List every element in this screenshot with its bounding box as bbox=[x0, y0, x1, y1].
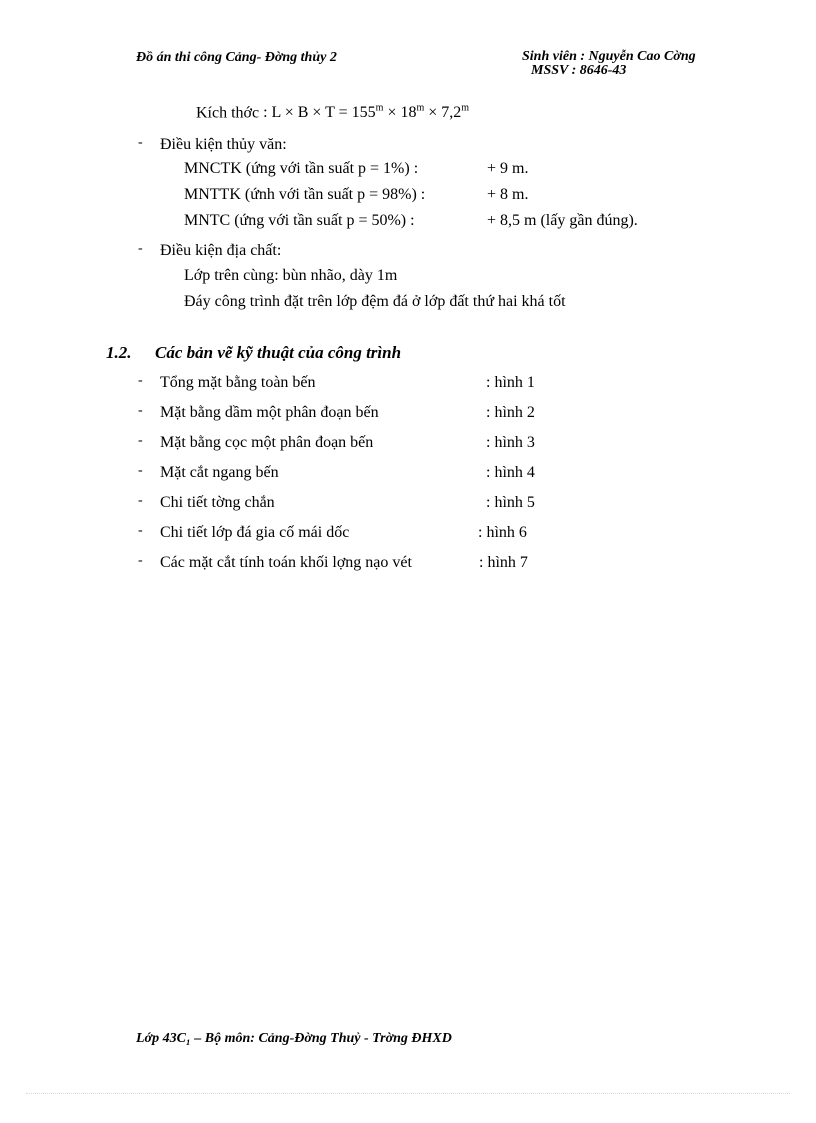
drawing-ref: : hình 3 bbox=[486, 434, 535, 451]
drawing-ref: : hình 5 bbox=[486, 494, 535, 511]
drawing-name: Chi tiết tờng chắn bbox=[160, 494, 275, 511]
section-title: Các bản vẽ kỹ thuật của công trình bbox=[155, 343, 402, 362]
section-number: 1.2. bbox=[106, 343, 132, 362]
hydro-row-value: + 8 m. bbox=[487, 186, 529, 203]
hydro-title: Điều kiện thủy văn: bbox=[160, 136, 287, 153]
dimensions-formula: : $L \times B \times T = 155^m \times 18^m \times 7,2^m$ bbox=[263, 103, 470, 122]
geology-line: Lớp trên cùng: bùn nhão, dày 1m bbox=[184, 267, 398, 284]
geology-title: Điều kiện địa chất: bbox=[160, 242, 282, 259]
hydro-row-label: MNTTK (ứnh với tần suất p = 98%) : bbox=[184, 186, 426, 203]
drawing-name: Tổng mặt bằng toàn bến bbox=[160, 374, 316, 391]
bullet: - bbox=[138, 403, 143, 418]
page-edge-divider bbox=[26, 1093, 790, 1094]
dimensions-label: Kích thớc bbox=[196, 104, 260, 122]
bullet: - bbox=[138, 493, 143, 508]
hydro-row-value: + 8,5 m (lấy gần đúng). bbox=[487, 212, 638, 229]
bullet: - bbox=[138, 135, 143, 150]
drawing-ref: : hình 2 bbox=[486, 404, 535, 421]
drawing-ref: : hình 4 bbox=[486, 464, 535, 481]
hydro-row-label: MNTC (ứng với tần suất p = 50%) : bbox=[184, 212, 415, 229]
drawing-name: Mặt bằng dầm một phân đoạn bến bbox=[160, 404, 379, 421]
drawing-name: Mặt bằng cọc một phân đoạn bến bbox=[160, 434, 374, 451]
bullet: - bbox=[138, 433, 143, 448]
hydro-row-value: + 9 m. bbox=[487, 160, 529, 177]
drawing-name: Chi tiết lớp đá gia cố mái dốc bbox=[160, 524, 350, 541]
geology-line: Đáy công trình đặt trên lớp đệm đá ở lớp đất thứ hai khá tốt bbox=[184, 293, 566, 310]
bullet: - bbox=[138, 241, 143, 256]
header-student-id: MSSV : 8646-43 bbox=[531, 63, 627, 78]
bullet: - bbox=[138, 463, 143, 478]
drawing-name: Mặt cắt ngang bến bbox=[160, 464, 279, 481]
bullet: - bbox=[138, 523, 143, 538]
drawing-ref: : hình 6 bbox=[478, 524, 527, 541]
hydro-row-label: MNCTK (ứng với tần suất p = 1%) : bbox=[184, 160, 419, 177]
bullet: - bbox=[138, 553, 143, 568]
footer: Lớp 43C₁ – Bộ môn: Cảng-Đờng Thuỷ - Trờng ĐHXD bbox=[136, 1031, 452, 1046]
drawing-ref: : hình 1 bbox=[486, 374, 535, 391]
header-left: Đồ án thi công Cảng- Đờng thủy 2 bbox=[136, 50, 337, 65]
drawing-ref: : hình 7 bbox=[479, 554, 528, 571]
drawing-name: Các mặt cắt tính toán khối lợng nạo vét bbox=[160, 554, 412, 571]
dimensions-line bbox=[196, 103, 469, 122]
bullet: - bbox=[138, 373, 143, 388]
header-student-name: Sinh viên : Nguyễn Cao Cờng bbox=[522, 49, 696, 64]
